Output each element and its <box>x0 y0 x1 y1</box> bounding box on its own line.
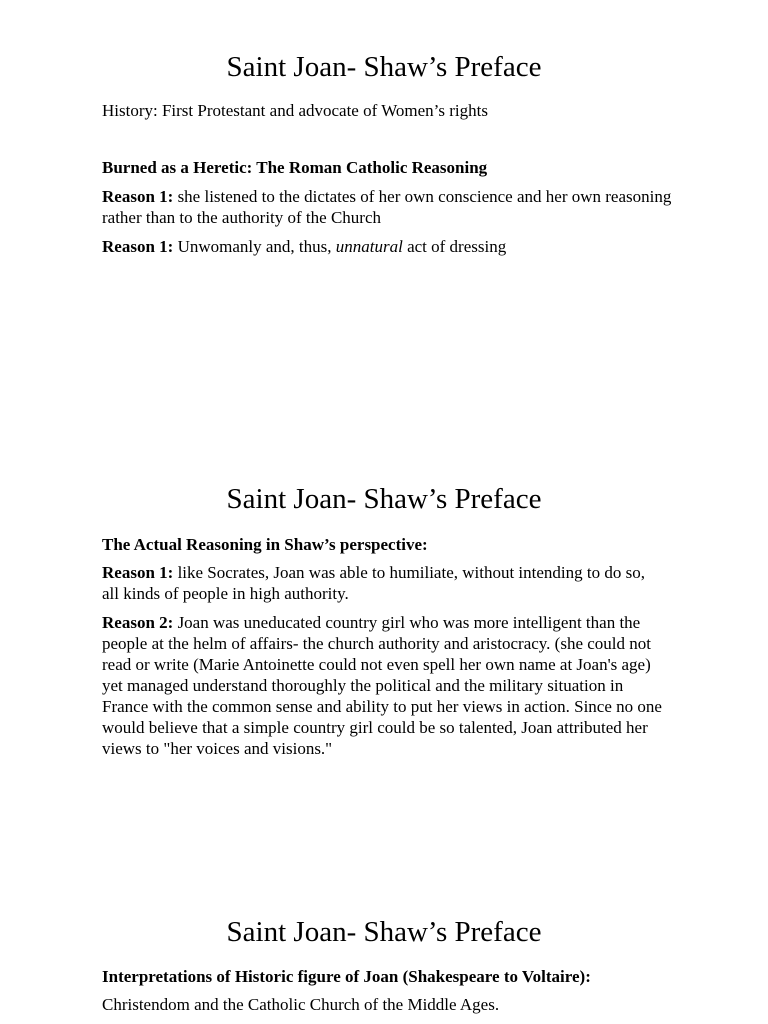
reason-label: Reason 1: <box>102 237 174 256</box>
slide-3-title: Saint Joan- Shaw’s Preface <box>226 916 542 948</box>
reason-text: Unwomanly and, thus, <box>173 237 336 256</box>
slide-3-line-1: Christendom and the Catholic Church of the Middle Ages. <box>102 995 500 1014</box>
emphasis-text: unnatural <box>335 237 403 256</box>
reason-text: like Socrates, Joan was able to humiliate, without intending to do so, all kinds of people in high authority. <box>102 563 645 603</box>
slide-2-title: Saint Joan- Shaw’s Preface <box>226 483 542 515</box>
slide-3-heading: Interpretations of Historic figure of Joan (Shakespeare to Voltaire): <box>102 967 591 986</box>
slide-1-history-line: History: First Protestant and advocate of Women’s rights <box>102 101 488 120</box>
reason-text: she listened to the dictates of her own conscience and her own reasoning rather than to the authority of the Church <box>102 187 672 227</box>
reason-text: act of dressing <box>402 237 507 256</box>
reason-text: Joan was uneducated country girl who was more intelligent than the people at the helm of affairs- the church authority and aristocracy. (she could not read or write (Marie Antoinette could not even spell her own name at Joan's age) yet managed understand thoroughly the political and the military situation in France with the common sense and ability to put her views in action. Since no one would believe that a simple country girl could be so talented, Joan attributed her views to "her voices and visions." <box>102 613 662 758</box>
reason-label: Reason 2: <box>102 613 174 632</box>
slide-1-title: Saint Joan- Shaw’s Preface <box>226 51 542 83</box>
reason-label: Reason 1: <box>102 563 174 582</box>
slide-1-heading: Burned as a Heretic: The Roman Catholic Reasoning <box>102 158 488 177</box>
reason-label: Reason 1: <box>102 187 174 206</box>
slide-2-heading: The Actual Reasoning in Shaw’s perspective: <box>102 535 428 554</box>
